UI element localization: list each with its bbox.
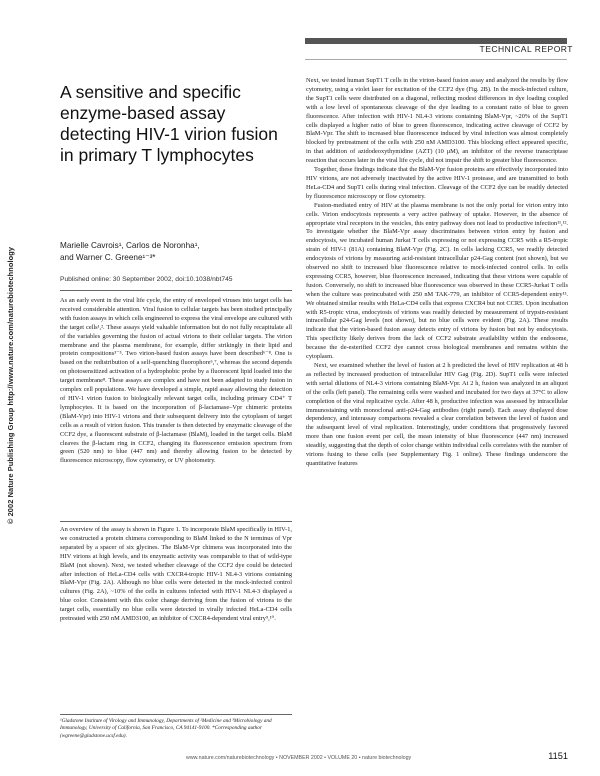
- divider: [60, 714, 292, 715]
- body-paragraph: Next, we examined whether the level of fusion at 2 h predicted the level of HIV replication at 48 h as reflected by increased production of intracellular HIV Gag (Fig. 2D). SupT1 cells were infected with serial dilutions of NL4-3 virions containing BlaM-Vpr. At 2 h, fusion was analyzed in an aliquot of the cells (left panel). The remaining cells were washed and incubated for two days at 37°C to allow completion of the viral replicative cycle. After 48 h, productive infection was assessed by intracellular immunostaining with monoclonal anti-p24-Gag antibodies (right panel). Each assay displayed dose dependency, and interassay comparisons revealed a clear correlation between the level of fusion and the subsequent level of viral replication. Interestingly, under conditions that progressively favored more than one fusion event per cell, the mean intensity of blue fluorescence (447 nm) increased steadily, suggesting that the depth of color change within individual cells correlates with the number of virions fusing to these cells (see Supplementary Fig. 1 online). These findings underscore the quantitative features: [306, 362, 568, 467]
- body-paragraph: Together, these findings indicate that the BlaM-Vpr fusion proteins are effectively incorporated into HIV virions, are not adversely inactivated by the active HIV-1 protease, and are transmitted to both HeLa-CD4 and SupT1 cells during viral infection. Cleavage of the CCF2 dye can be readily detected by fluorescence microscopy or flow cytometry.: [306, 166, 568, 200]
- body-paragraph: An overview of the assay is shown in Figure 1. To incorporate BlaM specifically in HIV-1, we constructed a protein chimera corresponding to BlaM linked to the N terminus of Vpr separated by a spacer of six glycines. The BlaM-Vpr chimera was incorporated into the HIV virions at high levels, and its enzymatic activity was comparable to that of wild-type BlaM (not shown). Next, we tested whether cleavage of the CCF2 dye could be detected after infection of HeLa-CD4 cells with CXCR4-tropic HIV-1 NL4-3 virions containing BlaM-Vpr (Fig. 2A). Although no blue cells were detected in the mock-infected control cultures (Fig. 2A), ~10% of the cells in cultures infected with HIV-1 NL4-3 displayed a blue color. Consistent with this color change deriving from the fusion of virions to the target cells, essentially no blue cells were detected in virally infected HeLa-CD4 cells pretreated with 250 nM AMD3100, an inhibitor of CXCR4-dependent viral entry⁹,¹⁰.: [60, 526, 292, 623]
- divider: [60, 290, 292, 291]
- section-label: TECHNICAL REPORT: [479, 44, 573, 54]
- article-title: A sensitive and specific enzyme-based assay detecting HIV-1 virion fusion in primary T lymphocytes: [60, 82, 278, 165]
- copyright-sidebar-text: © 2002 Nature Publishing Group http://www.nature.com/naturebiotechnology: [6, 246, 16, 524]
- footer-journal-info: www.nature.com/naturebiotechnology • NOVEMBER 2002 • VOLUME 20 • nature biotechnology: [186, 755, 412, 761]
- copyright-sidebar: [0, 150, 22, 620]
- body-right-column: [306, 77, 568, 469]
- published-online: Published online: 30 September 2002, doi:10.1038/nbt745: [60, 276, 233, 283]
- author-line-1: Marielle Cavrois¹, Carlos de Noronha¹,: [60, 241, 200, 250]
- abstract-paragraph: As an early event in the viral life cycle, the entry of enveloped viruses into target cells has received considerable attention. Viral fusion to cellular targets has been studied principally with fusion assays in which cells engineered to express the viral envelope are cultured with the target cells¹,². These assays yield valuable information but do not fully recapitulate all of the variables governing the fusion of actual virions to their cellular targets. The virion membrane and the plasma membrane, for example, differ strikingly in their lipid and protein compositions³⁻⁵. Two virion-based fusion assays have been described⁶⁻⁸. One is based on the redistribution of a self-quenching fluorophore⁶,⁷, whereas the second depends on photosensitized activation of a hydrophobic probe by a fluorescent lipid loaded into the target membrane⁸. These assays are complex and have not been adapted to study fusion in complex cell populations. We have developed a simple, rapid assay allowing the detection of HIV-1 virion fusion to biologically relevant target cells, including primary CD4⁺ T lymphocytes. It is based on the incorporation of β-lactamase–Vpr chimeric proteins (BlaM-Vpr) into HIV-1 virions and their subsequent delivery into the cytoplasm of target cells as a result of virion fusion. This transfer is then detected by enzymatic cleavage of the CCF2 dye, a fluorescent substrate of β-lactamase (BlaM), loaded in the target cells. BlaM cleaves the β-lactam ring in CCF2, changing its fluorescence emission spectrum from green (520 nm) to blue (447 nm) and thereby allowing fusion to be detected by fluorescence microscopy, flow cytometry, or UV photometry.: [60, 297, 292, 465]
- abstract: [60, 297, 292, 466]
- page-number: 1151: [548, 751, 568, 761]
- body-left-column: [60, 526, 292, 624]
- divider: [60, 521, 292, 522]
- author-list: [60, 240, 285, 264]
- body-paragraph: Fusion-mediated entry of HIV at the plasma membrane is not the only portal for virion entry into cells. Virion endocytosis represents a very active pathway of uptake. However, in the absence of appropriate viral receptors in the vesicles, this entry pathway does not lead to productive infection¹¹,¹². To investigate whether the BlaM-Vpr assay discriminates between virion entry by fusion and endocytosis, we incubated human Jurkat T cells expressing or not expressing CCR5 with a R5-tropic strain of HIV-1 (81A) containing BlaM-Vpr (Fig. 2C). In cells lacking CCR5, we readily detected endocytosis of virions by measuring acid-resistant intracellular p24-Gag content (not shown), but we observed no shift to increased blue fluorescence relative to mock-infected control cells. In cells expressing CCR5, however, blue fluorescence increased, indicating that these virions were capable of fusion. Conversely, no shift to increased blue fluorescence was observed in these CCR5-Jurkat T cells when the culture was preincubated with 250 nM TAK-779, an inhibitor of CCR5-dependent entry¹³. We obtained similar results with HeLa-CD4 cells that express CXCR4 but not CCR5. Upon incubation with R5-tropic virus, endocytosis of virions was readily detected by measurement of trypsin-resistant intracellular p24-Gag levels (not shown), but no blue cells were evident (Fig. 2A). These results indicate that the virion-based fusion assay detects entry of virions by fusion but not by endocytosis. This specificity likely derives from the lack of CCF2 substrate availability within the endosome, because the de-esterified CCF2 dye cannot cross biological membranes and remains within the cytoplasm.: [306, 201, 568, 361]
- affiliation-note: ¹Gladstone Institute of Virology and Immunology, Departments of ²Medicine and ³Microbiology and Immunology, University of California, San Francisco, CA 94141-9100. *Corresponding author (wgreene@gladstone.ucsf.edu).: [60, 718, 272, 739]
- body-paragraph: Next, we tested human SupT1 T cells in the virion-based fusion assay and analyzed the results by flow cytometry, using a violet laser for excitation of the CCF2 dye (Fig. 2B). In the mock-infected culture, the SupT1 cells were distributed on a diagonal, reflecting modest differences in dye loading coupled with a low level of spontaneous cleavage of the dye leading to a constant ratio of blue to green fluorescence. After infection with HIV-1 NL4-3 virions containing BlaM-Vpr, ~20% of the SupT1 cells displayed a higher ratio of blue to green fluorescence, indicating active cleavage of CCF2 by BlaM-Vpr. The shift to increased blue fluorescence induced by viral infection was almost completely blocked by pretreatment of the cells with 250 nM AMD3100. This blocking effect appeared specific, in that addition of azidodeoxythymidine (AZT) (10 μM), an inhibitor of the reverse transcriptase reaction that occurs later in the viral life cycle, did not impair the shift to greater blue fluorescence.: [306, 77, 568, 165]
- page-footer: [60, 751, 568, 765]
- author-line-2: and Warner C. Greene¹⁻³*: [60, 253, 156, 262]
